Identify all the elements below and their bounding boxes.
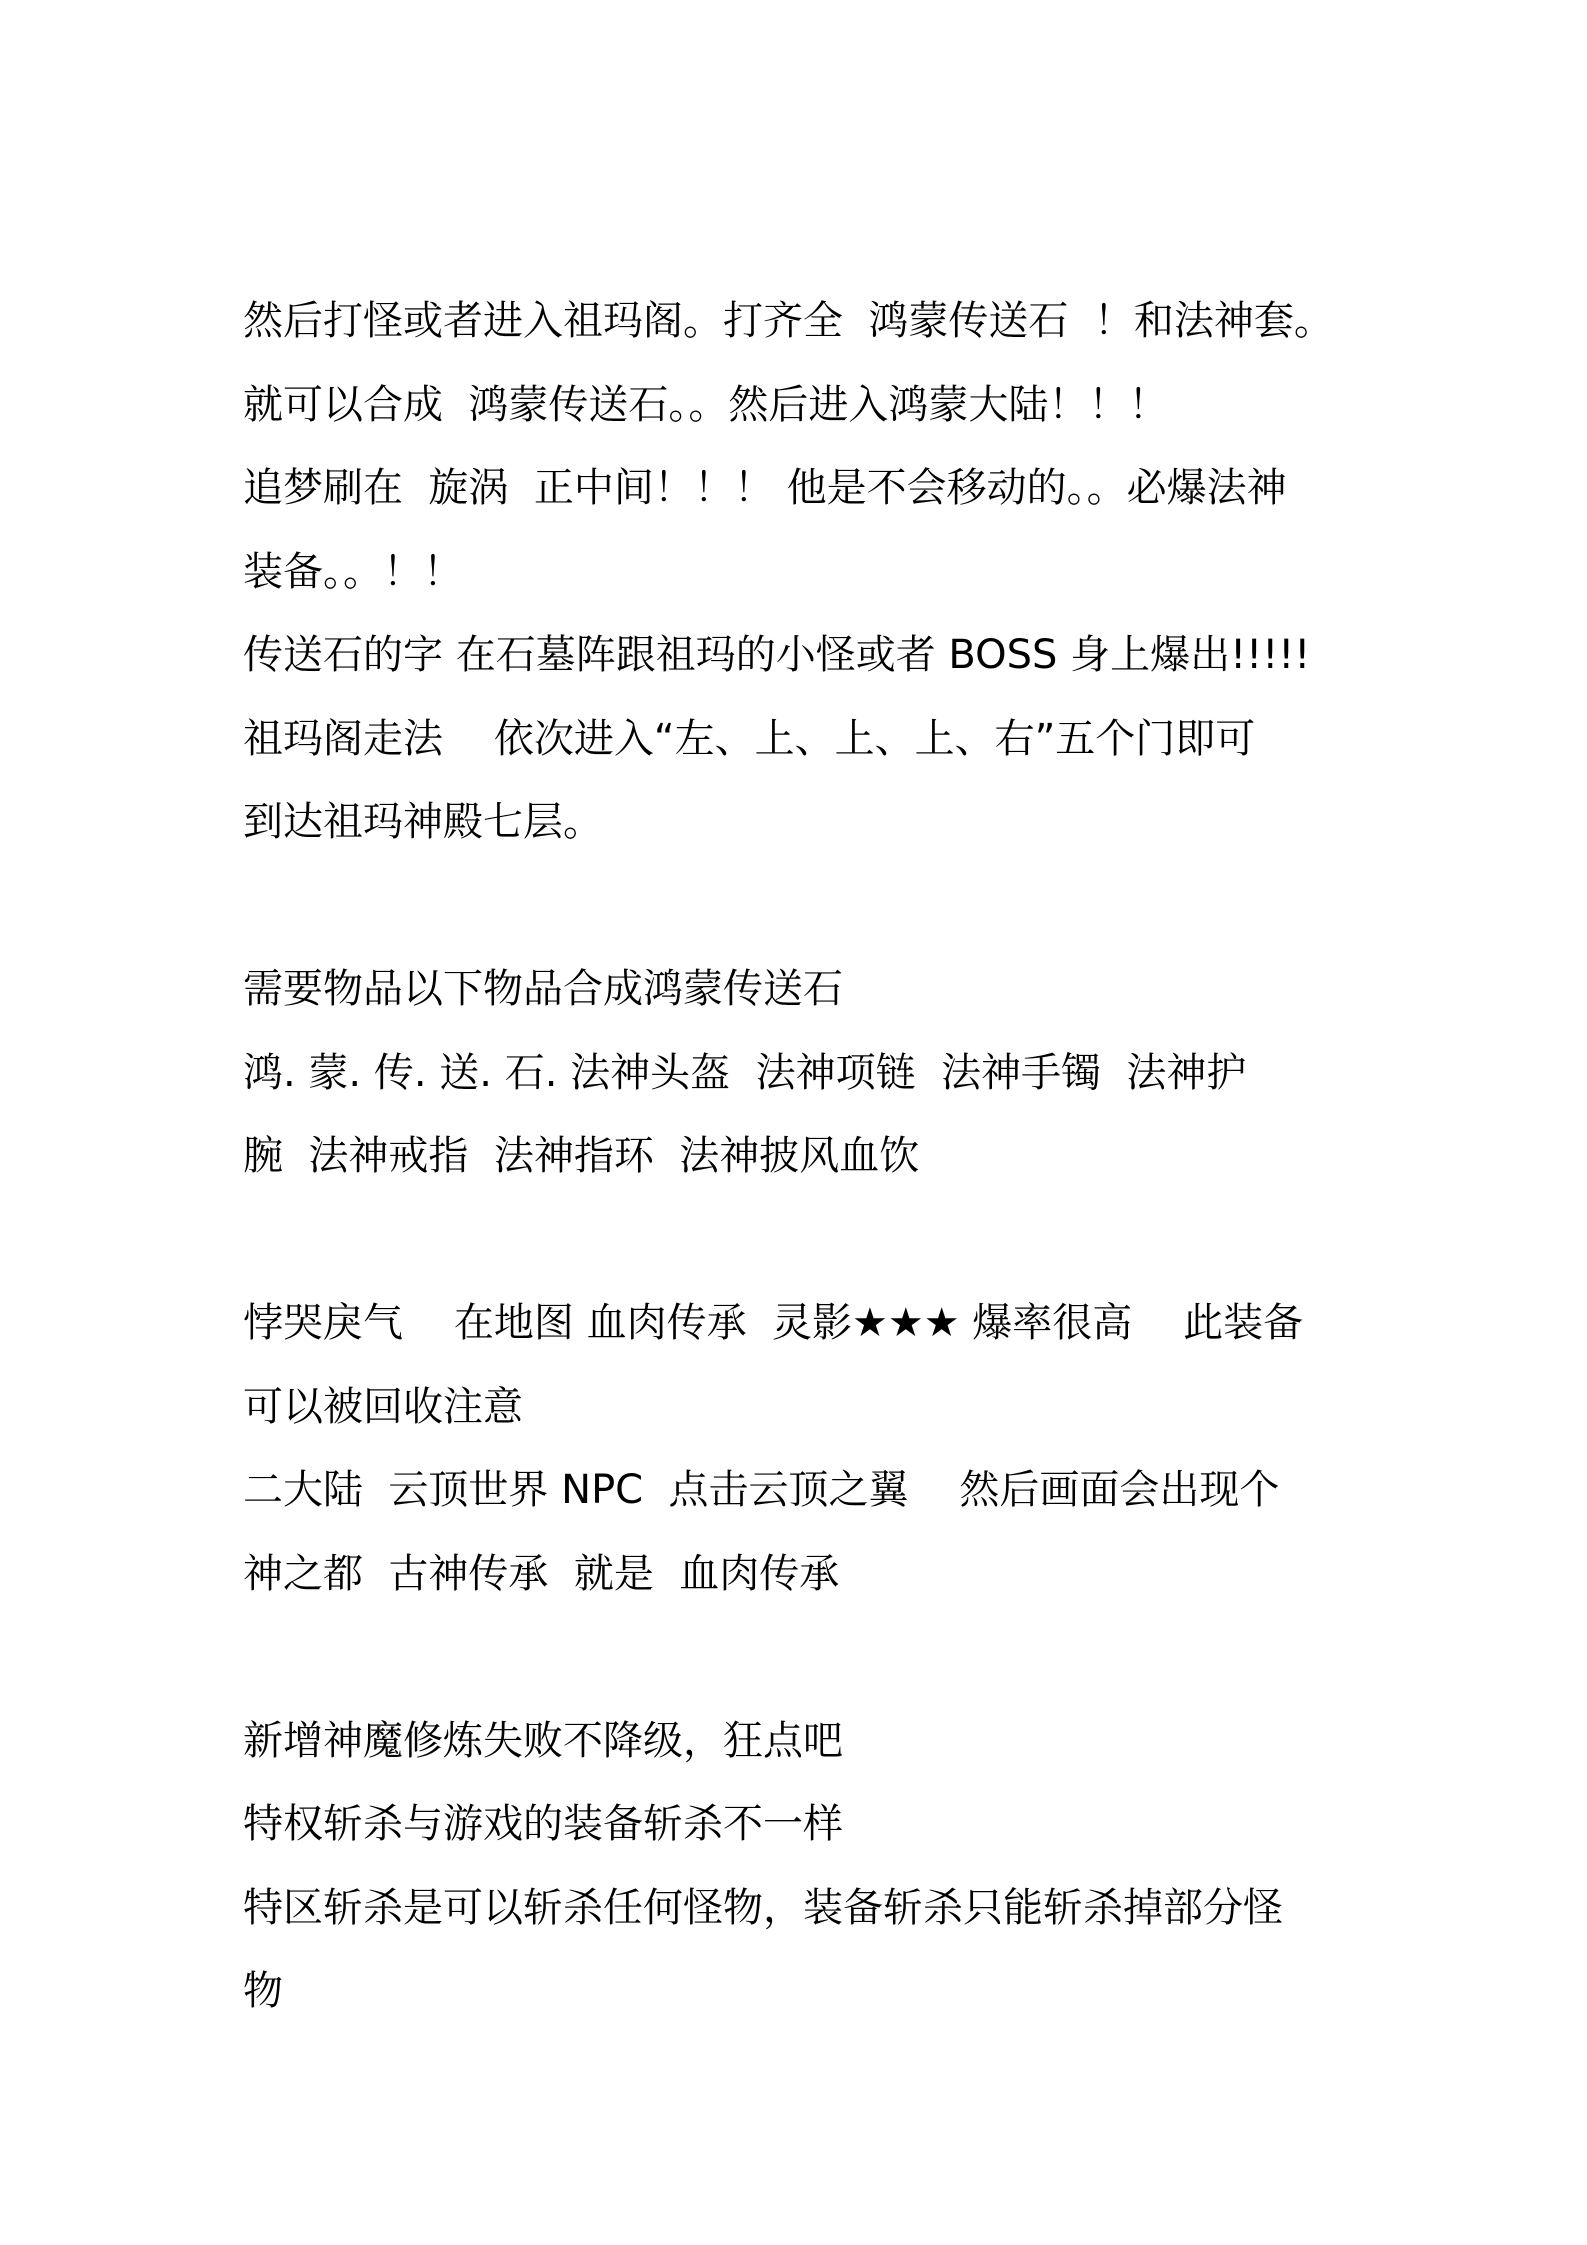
text-line: 特权斩杀与游戏的装备斩杀不一样 <box>243 1801 843 1847</box>
text-line: 物 <box>243 1968 283 2014</box>
text-line: 悖哭戾气 在地图 血肉传承 灵影★★★ 爆率很高 此装备 <box>243 1300 1304 1346</box>
text-line: 到达祖玛神殿七层。 <box>243 799 603 845</box>
text-line: 需要物品以下物品合成鸿蒙传送石 <box>243 966 843 1012</box>
text-line: 特区斩杀是可以斩杀任何怪物，装备斩杀只能斩杀掉部分怪 <box>243 1884 1283 1931</box>
text-line: 装备。。！！ <box>243 548 463 595</box>
text-line: 新增神魔修炼失败不降级，狂点吧 <box>243 1717 843 1764</box>
text-line: 鸿. 蒙. 传. 送. 石. 法神头盔 法神项链 法神手镯 法神护 <box>243 1049 1247 1096</box>
text-line: 就可以合成 鸿蒙传送石。。然后进入鸿蒙大陆！！！ <box>243 381 1169 428</box>
text-line: 祖玛阁走法 依次进入“左、上、上、上、右”五个门即可 <box>243 715 1256 762</box>
blank-line <box>243 865 1373 949</box>
document-body <box>243 280 1373 2034</box>
text-line: 腕 法神戒指 法神指环 法神披风血饮 <box>243 1133 920 1179</box>
blank-line <box>243 1199 1373 1283</box>
text-line: 然后打怪或者进入祖玛阁。打齐全 鸿蒙传送石 ！和法神套。 <box>243 298 1334 344</box>
text-line: 可以被回收注意 <box>243 1383 523 1430</box>
blank-line <box>243 1616 1373 1700</box>
text-line: 追梦刷在 旋涡 正中间！！！ 他是不会移动的。。必爆法神 <box>243 465 1287 511</box>
text-line: 传送石的字 在石墓阵跟祖玛的小怪或者 BOSS 身上爆出!!!!! <box>243 632 1311 678</box>
text-line: 二大陆 云顶世界 NPC 点击云顶之翼 然后画面会出现个 <box>243 1467 1280 1513</box>
text-line: 神之都 古神传承 就是 血肉传承 <box>243 1550 840 1597</box>
